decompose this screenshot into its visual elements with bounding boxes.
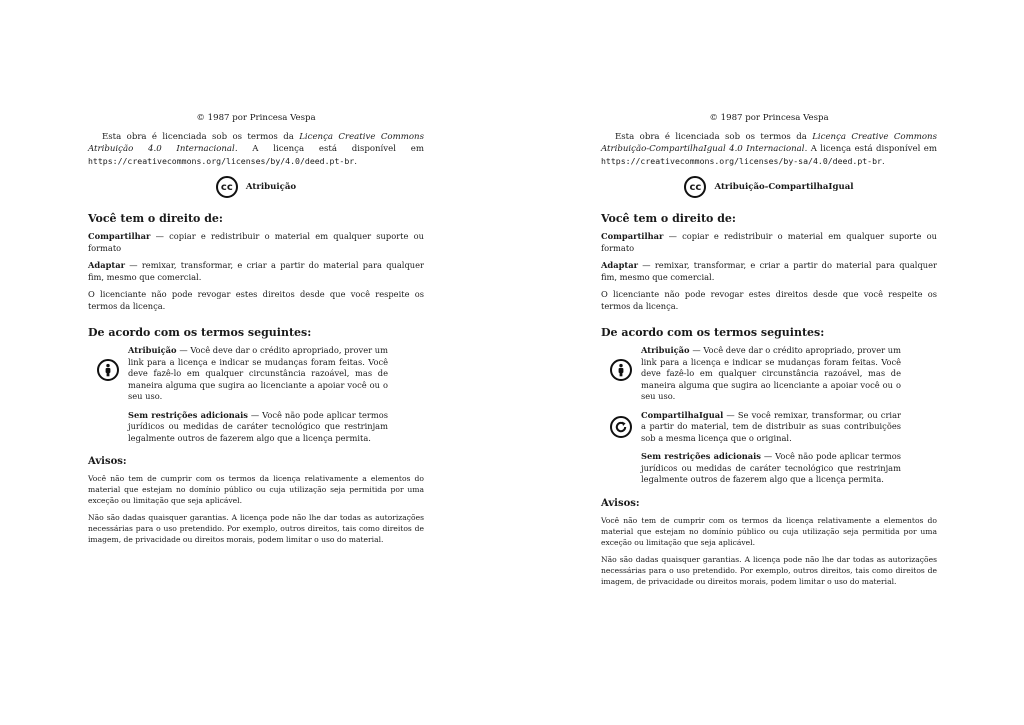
term-no-restrictions [601, 451, 937, 486]
license-mid: . A licença está disponível em [804, 144, 937, 154]
badge-label: Atribuição-CompartilhaIgual [714, 182, 854, 192]
norestr-title: Sem restrições adicionais [128, 409, 248, 420]
license-intro: Esta obra é licenciada sob os termos da [615, 132, 813, 142]
attr-title: Atribuição [128, 345, 177, 355]
adapt-title: Adaptar [601, 260, 638, 270]
share-title: Compartilhar [88, 231, 151, 241]
attr-title: Atribuição [641, 345, 690, 355]
irrevocable-note: O licenciante não pode revogar estes direitos desde que você respeite os termos da licença. [601, 289, 937, 311]
license-end: . [881, 157, 885, 167]
attr-text: — Você deve dar o crédito apropriado, prover um link para a licença e indicar se mudanças foram feitas. Você deve fazê-lo em qualquer circunstância razoável, mas de maneira alguma que sugira ao licenciante a apoiar você ou o seu uso. [128, 345, 388, 401]
attribution-icon [610, 359, 632, 381]
term-attribution [88, 345, 424, 403]
notice-public-domain: Você não tem de cumprir com os termos da licença relativamente a elementos do material que estejam no domínio público ou cuja utilização seja permitida por uma exceção ou limitação que seja aplicável. [88, 474, 424, 505]
adapt-text: — remixar, transformar, e criar a partir do material para qualquer fim, mesmo que comercial. [601, 260, 937, 282]
right-share [601, 231, 937, 254]
norestr-title: Sem restrições adicionais [641, 451, 761, 461]
license-badge [88, 176, 424, 198]
license-badge [601, 176, 937, 198]
irrevocable-note: O licenciante não pode revogar estes direitos desde que você respeite os termos da licença. [88, 289, 424, 311]
adapt-title: Adaptar [88, 260, 125, 270]
license-statement [601, 131, 937, 168]
term-no-restrictions [88, 410, 424, 445]
share-title: Compartilhar [601, 231, 664, 241]
page-left [88, 0, 424, 551]
terms-heading: De acordo com os termos seguintes: [601, 326, 825, 339]
notice-public-domain: Você não tem de cumprir com os termos da licença relativamente a elementos do material que estejam no domínio público ou cuja utilização seja permitida por uma exceção ou limitação que seja aplicável. [601, 515, 937, 547]
term-share-alike [601, 410, 937, 445]
rights-heading: Você tem o direito de: [601, 212, 736, 225]
cc-icon: cc [684, 176, 706, 198]
norestr-text: — Você não pode aplicar termos jurídicos ou medidas de caráter tecnológico que restrinjam legalmente outros de fazerem algo que a licença permita. [641, 451, 902, 484]
license-mid: . A licença está disponível em [234, 144, 424, 154]
right-adapt [88, 260, 424, 283]
notices-heading: Avisos: [601, 497, 640, 509]
norestr-text: — Você não pode aplicar termos jurídicos ou medidas de caráter tecnológico que restrinjam legalmente outros de fazerem algo que a licença permita. [128, 409, 389, 443]
rights-heading: Você tem o direito de: [88, 212, 223, 225]
share-alike-icon [610, 416, 632, 438]
right-share [88, 231, 424, 254]
copyright-line: © 1987 por Princesa Vespa [709, 113, 829, 123]
term-attribution [601, 345, 937, 403]
terms-heading: De acordo com os termos seguintes: [88, 326, 312, 339]
page-right [601, 0, 937, 593]
license-name: Licença Creative Commons Atribuição-CompartilhaIgual 4.0 Internacional [601, 132, 937, 154]
attr-text: — Você deve dar o crédito apropriado, prover um link para a licença e indicar se mudanças foram feitas. Você deve fazê-lo em qualquer circunstância razoável, mas de maneira alguma que sugira ao licenciante a apoiar você ou o seu uso. [641, 345, 901, 401]
sa-text: — Se você remixar, transformar, ou criar a partir do material, tem de distribuir as suas contribuições sob a mesma licença que o original. [641, 409, 901, 443]
license-intro: Esta obra é licenciada sob os termos da [102, 132, 300, 142]
license-url[interactable]: https://creativecommons.org/licenses/by-sa/4.0/deed.pt-br [601, 156, 882, 166]
right-adapt [601, 260, 937, 283]
license-name: Licença Creative Commons Atribuição 4.0 Internacional [88, 132, 424, 154]
license-url[interactable]: https://creativecommons.org/licenses/by/4.0/deed.pt-br [88, 156, 355, 166]
notice-warranty: Não são dadas quaisquer garantias. A licença pode não lhe dar todas as autorizações necessárias para o uso pretendido. Por exemplo, outros direitos, tais como direitos de imagem, de privacidade ou direitos morais, podem limitar o uso do material. [601, 554, 937, 586]
adapt-text: — remixar, transformar, e criar a partir do material para qualquer fim, mesmo que comercial. [88, 260, 424, 282]
share-text: — copiar e redistribuir o material em qualquer suporte ou formato [88, 231, 424, 253]
share-text: — copiar e redistribuir o material em qualquer suporte ou formato [601, 231, 937, 253]
notices-heading: Avisos: [88, 456, 127, 467]
copyright-line: © 1987 por Princesa Vespa [196, 113, 316, 123]
sa-title: CompartilhaIgual [641, 409, 724, 420]
attribution-icon [97, 359, 119, 381]
license-statement [88, 131, 424, 168]
cc-icon: cc [216, 176, 238, 198]
notice-warranty: Não são dadas quaisquer garantias. A licença pode não lhe dar todas as autorizações necessárias para o uso pretendido. Por exemplo, outros direitos, tais como direitos de imagem, de privacidade ou direitos morais, podem limitar o uso do material. [88, 513, 424, 544]
license-end: . [354, 157, 357, 167]
badge-label: Atribuição [245, 182, 297, 192]
